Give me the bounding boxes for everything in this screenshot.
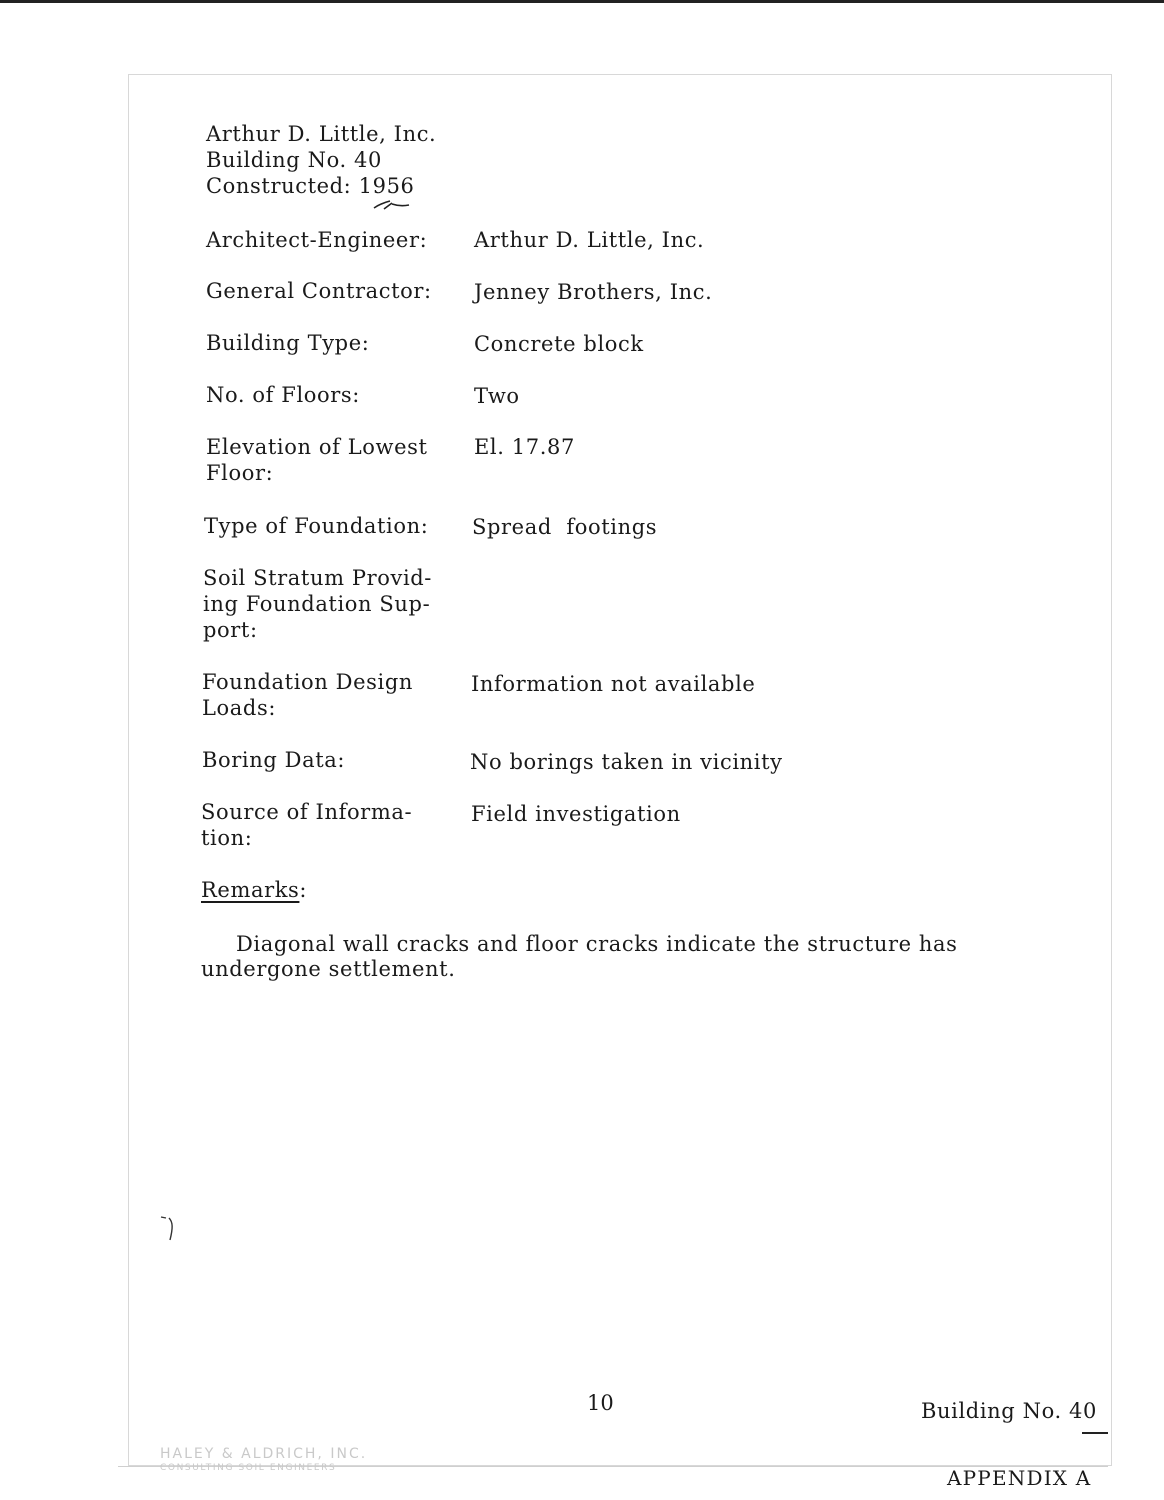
- label-source-line-2: tion:: [201, 826, 253, 850]
- stamp-company: HALEY & ALDRICH, INC.: [160, 1446, 368, 1462]
- remarks-heading: [201, 877, 307, 903]
- label-general-contractor: General Contractor:: [206, 279, 432, 303]
- handwritten-check-mark: [372, 200, 410, 210]
- constructed-year: 1956: [358, 174, 415, 198]
- footer-building-label: [921, 1399, 1097, 1423]
- company-stamp: [160, 1446, 367, 1474]
- label-soil-stratum-line-1: Soil Stratum Provid-: [203, 566, 433, 590]
- value-boring-data: No borings taken in vicinity: [470, 750, 783, 774]
- footer-building-prefix: Building No.: [921, 1399, 1062, 1423]
- value-type-of-foundation: Spread footings: [472, 515, 658, 539]
- page-top-edge: [0, 0, 1164, 3]
- document-header: [206, 121, 436, 199]
- constructed-label: Constructed:: [206, 174, 352, 198]
- label-soil-stratum-line-2: ing Foundation Sup-: [203, 592, 431, 616]
- appendix-label: APPENDIX A: [947, 1466, 1092, 1490]
- stamp-subtitle: CONSULTING SOIL ENGINEERS: [160, 1463, 337, 1473]
- footer-number-rule: [1082, 1432, 1108, 1434]
- page-number: 10: [587, 1391, 614, 1415]
- value-elevation: El. 17.87: [474, 435, 575, 459]
- label-design-loads-line-1: Foundation Design: [202, 670, 414, 694]
- value-design-loads: Information not available: [471, 672, 756, 696]
- value-building-type: Concrete block: [474, 332, 644, 356]
- value-architect-engineer: Arthur D. Little, Inc.: [474, 228, 705, 252]
- building-number: Building No. 40: [206, 148, 382, 172]
- value-source: Field investigation: [471, 802, 681, 826]
- remarks-heading-colon: :: [299, 878, 308, 902]
- label-building-type: Building Type:: [206, 331, 370, 355]
- footer-building-number: 40: [1069, 1399, 1097, 1423]
- value-general-contractor: Jenney Brothers, Inc.: [474, 280, 713, 304]
- label-boring-data: Boring Data:: [202, 748, 346, 772]
- remarks-heading-text: Remarks: [201, 878, 300, 902]
- label-architect-engineer: Architect-Engineer:: [206, 228, 428, 252]
- label-elevation-line-1: Elevation of Lowest: [206, 435, 428, 459]
- company-name: Arthur D. Little, Inc.: [206, 122, 437, 146]
- label-type-of-foundation: Type of Foundation:: [204, 514, 429, 538]
- remarks-body: Diagonal wall cracks and floor cracks indicate the structure has undergone settlement.: [201, 932, 958, 981]
- label-no-of-floors: No. of Floors:: [206, 383, 360, 407]
- constructed-line: [206, 173, 436, 199]
- label-elevation-line-2: Floor:: [206, 461, 274, 485]
- margin-pencil-mark: [158, 1214, 178, 1242]
- label-soil-stratum-line-3: port:: [203, 618, 258, 642]
- value-no-of-floors: Two: [474, 384, 520, 408]
- label-source-line-1: Source of Informa-: [201, 800, 413, 824]
- label-design-loads-line-2: Loads:: [202, 696, 277, 720]
